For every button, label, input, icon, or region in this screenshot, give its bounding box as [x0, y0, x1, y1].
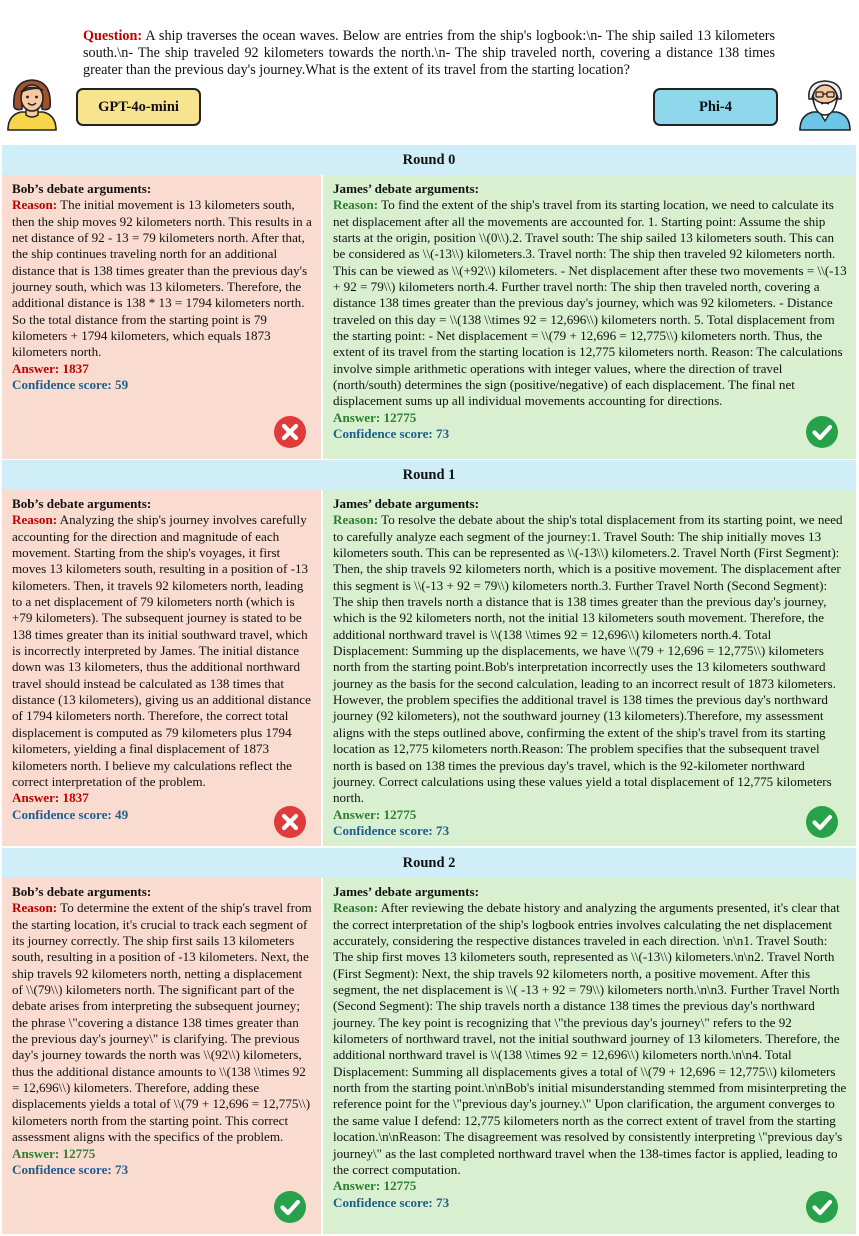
question-body: A ship traverses the ocean waves. Below are entries from the ship's logbook:\n- The ship sailed 13 kilometers south.\n- The ship traveled 92 kilometers towards the north.\n- The ship traveled north, covering a distance 138 times greater than the previous day's journey.What is the extent of its travel from the starting location?	[83, 28, 775, 78]
bob-panel-title: Bob’s debate arguments:	[12, 884, 152, 899]
james-confidence	[333, 823, 848, 839]
answer-value: 12775	[59, 1145, 96, 1161]
answer-value: 12775	[380, 1178, 417, 1194]
answer-value: 1837	[59, 790, 89, 806]
reason-label: Reason:	[12, 512, 58, 528]
answer-value: 12775	[380, 806, 417, 822]
confidence-value: 59	[111, 377, 129, 393]
answer-label: Answer:	[333, 1178, 381, 1194]
confidence-value: 73	[432, 426, 450, 442]
bob-answer	[12, 790, 313, 806]
james-confidence	[333, 426, 848, 442]
james-panel-title: James’ debate arguments:	[333, 181, 479, 196]
reason-text: After reviewing the debate history and analyzing the arguments presented, it's clear that the correct interpretation of the ship's logbook entries involves calculating the net displacement accurately, considering the respective distances traveled in each direction. \n\n1. Travel South: The ship first moves 13 kilometers south, represented as \\(-13\\) kilometers.\n\n2. Travel North (First Segment): Next, the ship travels 92 kilometers north, a positive movement. After this segment, the net displacement is \\( -13 + 92 = 79\\) kilometers north.\n\n3. Further Travel North (Second Segment): The ship travels north a distance 138 times the previous day's northward journey. The key point is recognizing that \"the previous day's journey\" refers to the 92 kilometers of northward travel, not the initial southward journey of 13 kilometers. Therefore, the additional northward travel is \\(138 \\times 92 = 12,696\\) kilometers north.\n\n4. Total Displacement: Summing all displacements gives a total of \\(79 + 12,696 = 12,775\\) kilometers north from the starting point.\n\nBob's initial misunderstanding stemmed from misinterpreting the reference point for the \"previous day's journey.\" Upon clarification, the argument converges to the same value I defend: 12,775 kilometers north as the correct extent of travel from the starting location.\n\nReason: The disagreement was resolved by consistently interpreting \"previous day's journey\" as the last completed northward travel when the 138-times factor is applied, leading to the correct computation.	[333, 900, 847, 1177]
x-circle-icon	[273, 805, 307, 839]
james-reason	[333, 900, 848, 1178]
james-argument-panel	[323, 878, 856, 1234]
bob-argument-panel	[2, 175, 321, 459]
bob-reason	[12, 900, 313, 1145]
reason-label: Reason:	[12, 900, 58, 916]
answer-label: Answer:	[12, 360, 60, 376]
bob-panel-title: Bob’s debate arguments:	[12, 181, 152, 196]
answer-label: Answer:	[333, 806, 381, 822]
confidence-label: Confidence score:	[333, 1194, 433, 1210]
confidence-value: 49	[111, 806, 129, 822]
james-answer	[333, 410, 848, 426]
bob-answer	[12, 361, 313, 377]
confidence-value: 73	[432, 822, 450, 838]
james-answer	[333, 1178, 848, 1194]
round-header: Round 0	[2, 145, 856, 175]
bob-argument-panel	[2, 878, 321, 1234]
confidence-label: Confidence score:	[12, 377, 112, 393]
reason-label: Reason:	[333, 900, 379, 916]
reason-label: Reason:	[12, 197, 58, 213]
answer-label: Answer:	[12, 790, 60, 806]
bob-reason	[12, 512, 313, 790]
james-panel-title: James’ debate arguments:	[333, 496, 479, 511]
confidence-label: Confidence score:	[12, 806, 112, 822]
check-circle-icon	[805, 1190, 839, 1224]
bob-argument-panel	[2, 490, 321, 846]
bob-confidence	[12, 1162, 313, 1178]
x-circle-icon	[273, 415, 307, 449]
reason-text: To resolve the debate about the ship's total displacement from its starting point, we need to carefully analyze each segment of the journey:1. Travel South: The ship initially moves 13 kilometers south. This can be represented as \\(-13\\) kilometers.2. Travel North (First Segment): Then, the ship travels 92 kilometers north, which is a positive movement. The displacement after this segment is \\(-13 + 92 = 79\\) kilometers north.3. Further Travel North (Second Segment): The ship then travels north a distance that is 138 times greater than the previous day's journey, which is the 92 kilometers north, not the initial 13 kilometers south movement. Therefore, the additional northward travel is \\(138 \\times 92 = 12,696\\) kilometers north.4. Total Displacement: Summing up the displacements, we have \\(79 + 12,696 = 12,775\\) kilometers north from the starting point.Bob's interpretation incorrectly uses the 13 kilometers southward journey as the basis for the second calculation, leading to an incorrect result of 1873 kilometers. However, the problem specifies the additional travel is 138 times the previous day's northward journey (92 kilometers), not the southward journey (13 kilometers).Therefore, my assessment aligns with the steps outlined above, confirming the extent of the ship's travel from its starting location as 12,775 kilometers north.Reason: The problem specifies that the subsequent travel north is based on 138 times the previous day's travel, which is the 92-kilometer northward journey. Correct calculations using these values yield a total displacement of 12,775 kilometers north.	[333, 512, 843, 806]
james-reason	[333, 512, 848, 806]
reason-text: To determine the extent of the ship's travel from the starting location, it's crucial to track each segment of its journey correctly. The ship first sails 13 kilometers south, resulting in a position of -13 kilometers. Next, the ship travels 92 kilometers north, netting a displacement of \\(79\\) kilometers north. The significant part of the debate arises from interpreting the subsequent journey; the phrase \"covering a distance 138 times greater than the previous day's journey\" is clarifying. The previous day's journey towards the north was \\(92\\) kilometers, thus the additional distance amounts to \\(138 \\times 92 = 12,696\\) kilometers. Therefore, adding these displacements yields a total of \\(79 + 12,696 = 12,775\\) kilometers north from the starting point. This correct assessment aligns with the specifics of the problem.	[12, 900, 312, 1145]
reason-text: Analyzing the ship's journey involves carefully accounting for the direction and magnitude of each movement. Starting from the ship's voyages, it first moves 13 kilometers south, resulting in a position of -13 kilometers. Then, it travels 92 kilometers north, leading to a net displacement of 79 kilometers north (which is +79 kilometers). The subsequent journey is stated to be 138 times greater than its initial southward travel, which is incorrectly interpreted by James. The initial distance down was 13 kilometers, thus the additional northward travel should instead be calculated as 138 times that distance (13 kilometers), giving us an additional distance of 1794 kilometers north. Therefore, the correct total displacement is computed as 79 kilometers plus 1794 kilometers, yielding a final displacement of 1873 kilometers north. I believe my calculations reflect the correct interpretation of the problem.	[12, 512, 311, 789]
james-answer	[333, 807, 848, 823]
answer-value: 1837	[59, 360, 89, 376]
model-label-right: Phi-4	[653, 88, 778, 126]
james-confidence	[333, 1195, 848, 1211]
bob-confidence	[12, 807, 313, 823]
confidence-label: Confidence score:	[333, 426, 433, 442]
reason-text: The initial movement is 13 kilometers south, then the ship moves 92 kilometers north. This results in a net distance of 92 - 13 = 79 kilometers north. After that, the ship continues traveling north for an additional distance that is 138 times greater than the previous day's journey south, which was 13 kilometers. Therefore, the additional distance is 138 * 13 = 1794 kilometers north. So the total distance from the starting point is 79 kilometers + 1794 kilometers, which equals 1873 kilometers north.	[12, 197, 312, 360]
round-header: Round 2	[2, 848, 856, 878]
james-argument-panel	[323, 490, 856, 846]
reason-text: To find the extent of the ship's travel from its starting location, we need to calculate its net displacement after all the movements are accounted for. 1. Starting point: Assume the ship starts at the origin, position \\(0\\).2. Travel south: The ship sailed 13 kilometers south. This can be considered as \\(-13\\) kilometers.3. Travel north: The ship then traveled 92 kilometers north. This can be viewed as \\(+92\\) kilometers. - Net displacement after these two movements = \\(-13 + 92 = 79\\) kilometers north.4. Further travel north: The ship then traveled north, covering a distance 138 times greater than the previous day's journey, which was 92 kilometers. - Distance traveled on this day = \\(138 \\times 92 = 12,696\\) kilometers north. 5. Total displacement from the starting point: - Net displacement = \\(79 + 12,696 = 12,775\\) kilometers north. Thus, the extent of its travel from the starting location is 12,775 kilometers north. Reason: The calculations involve simple arithmetic operations with integer values, where the direction of travel (north/south) determines the sign (positive/negative) of each displacement. The final net displacement sums up all individual movements accounting for directions.	[333, 197, 847, 409]
bob-reason	[12, 197, 313, 360]
reason-label: Reason:	[333, 512, 379, 528]
bob-answer	[12, 1146, 313, 1162]
answer-label: Answer:	[12, 1145, 60, 1161]
bob-panel-title: Bob’s debate arguments:	[12, 496, 152, 511]
question-label: Question:	[83, 28, 143, 44]
james-reason	[333, 197, 848, 409]
round-header: Round 1	[2, 460, 856, 490]
confidence-value: 73	[432, 1194, 450, 1210]
bob-confidence	[12, 377, 313, 393]
answer-value: 12775	[380, 409, 417, 425]
model-label-left: GPT-4o-mini	[76, 88, 201, 126]
check-circle-icon	[805, 805, 839, 839]
confidence-label: Confidence score:	[333, 822, 433, 838]
male-avatar-icon	[797, 75, 853, 131]
james-panel-title: James’ debate arguments:	[333, 884, 479, 899]
check-circle-icon	[273, 1190, 307, 1224]
question-text	[83, 28, 775, 79]
confidence-value: 73	[111, 1161, 129, 1177]
female-avatar-icon	[4, 75, 60, 131]
confidence-label: Confidence score:	[12, 1161, 112, 1177]
reason-label: Reason:	[333, 197, 379, 213]
check-circle-icon	[805, 415, 839, 449]
james-argument-panel	[323, 175, 856, 459]
answer-label: Answer:	[333, 409, 381, 425]
